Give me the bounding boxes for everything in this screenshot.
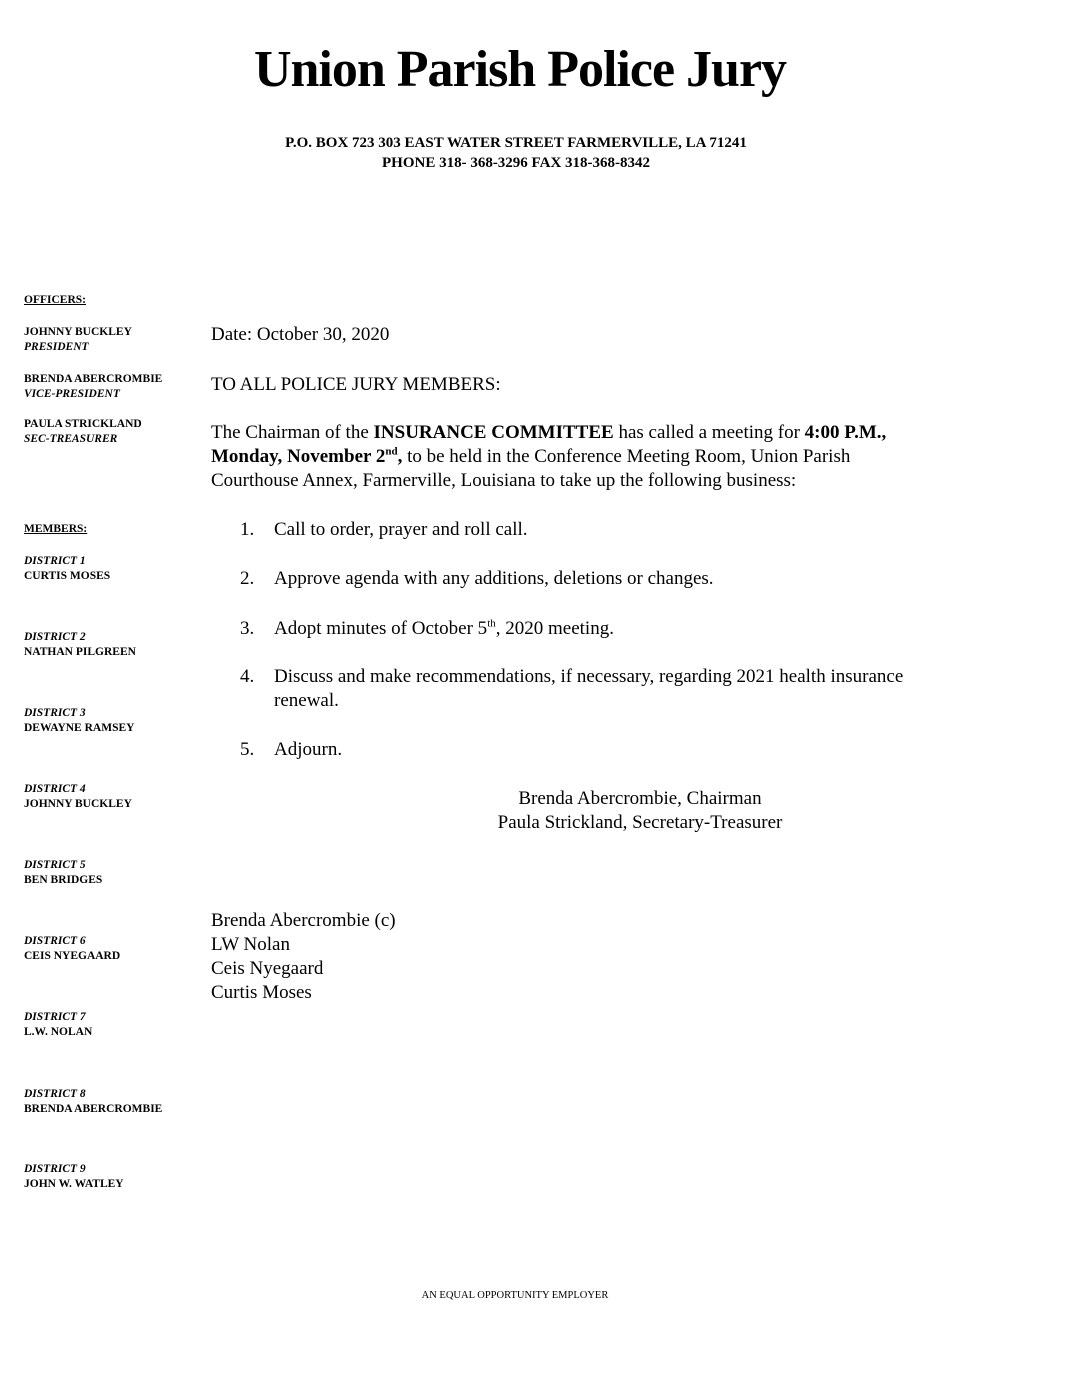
signature-chairman: Brenda Abercrombie, Chairman bbox=[518, 788, 762, 809]
committee-name: INSURANCE COMMITTEE bbox=[373, 422, 614, 443]
committee-member: Ceis Nyegaard bbox=[211, 958, 324, 979]
address-line: P.O. BOX 723 303 EAST WATER STREET FARMERVILLE, LA 71241 bbox=[285, 135, 747, 151]
member-entry: DISTRICT 8 BRENDA ABERCROMBIE bbox=[24, 1088, 163, 1115]
agenda-item: 5. Adjourn. bbox=[240, 739, 343, 760]
letter-date: Date: October 30, 2020 bbox=[211, 324, 390, 345]
member-entry: DISTRICT 3 DEWAYNE RAMSEY bbox=[24, 707, 135, 734]
committee-member: Curtis Moses bbox=[211, 982, 312, 1003]
member-entry: DISTRICT 5 BEN BRIDGES bbox=[24, 859, 103, 886]
officer-entry: BRENDA ABERCROMBIE VICE-PRESIDENT bbox=[24, 373, 163, 400]
organization-title: Union Parish Police Jury bbox=[253, 41, 787, 98]
committee-member: Brenda Abercrombie (c) bbox=[211, 910, 396, 931]
officer-entry: JOHNNY BUCKLEY PRESIDENT bbox=[24, 326, 132, 353]
letter-salutation: TO ALL POLICE JURY MEMBERS: bbox=[211, 374, 501, 395]
member-entry: DISTRICT 7 L.W. NOLAN bbox=[24, 1011, 93, 1038]
member-entry: DISTRICT 2 NATHAN PILGREEN bbox=[24, 631, 136, 658]
member-entry: DISTRICT 6 CEIS NYEGAARD bbox=[24, 935, 121, 962]
agenda-item: 4. Discuss and make recommendations, if necessary, regarding 2021 health insurance renewal. bbox=[240, 666, 904, 711]
footer-eoe: AN EQUAL OPPORTUNITY EMPLOYER bbox=[421, 1290, 609, 1301]
agenda-item: 3. Adopt minutes of October 5th, 2020 meeting. bbox=[240, 617, 614, 639]
officer-entry: PAULA STRICKLAND SEC-TREASURER bbox=[24, 418, 142, 445]
letter-intro: The Chairman of the INSURANCE COMMITTEE has called a meeting for 4:00 P.M., Monday, November 2nd, to be held in the Conference Meeting Room, Union Parish Courthouse Annex, Farmerville, Louisiana to take up the following business: bbox=[211, 422, 887, 491]
committee-member: LW Nolan bbox=[211, 934, 290, 955]
members-heading: MEMBERS: bbox=[24, 523, 88, 535]
signature-secretary: Paula Strickland, Secretary-Treasurer bbox=[497, 812, 783, 833]
member-entry: DISTRICT 9 JOHN W. WATLEY bbox=[24, 1163, 124, 1190]
member-entry: DISTRICT 4 JOHNNY BUCKLEY bbox=[24, 783, 132, 810]
officers-heading: OFFICERS: bbox=[24, 294, 86, 306]
meeting-time: 4:00 P.M., Monday, November 2 bbox=[211, 422, 887, 467]
agenda-item: 2. Approve agenda with any additions, deletions or changes. bbox=[240, 568, 714, 589]
agenda-item: 1. Call to order, prayer and roll call. bbox=[240, 519, 528, 540]
phone-fax-line: PHONE 318- 368-3296 FAX 318-368-8342 bbox=[381, 155, 651, 171]
member-entry: DISTRICT 1 CURTIS MOSES bbox=[24, 555, 111, 582]
